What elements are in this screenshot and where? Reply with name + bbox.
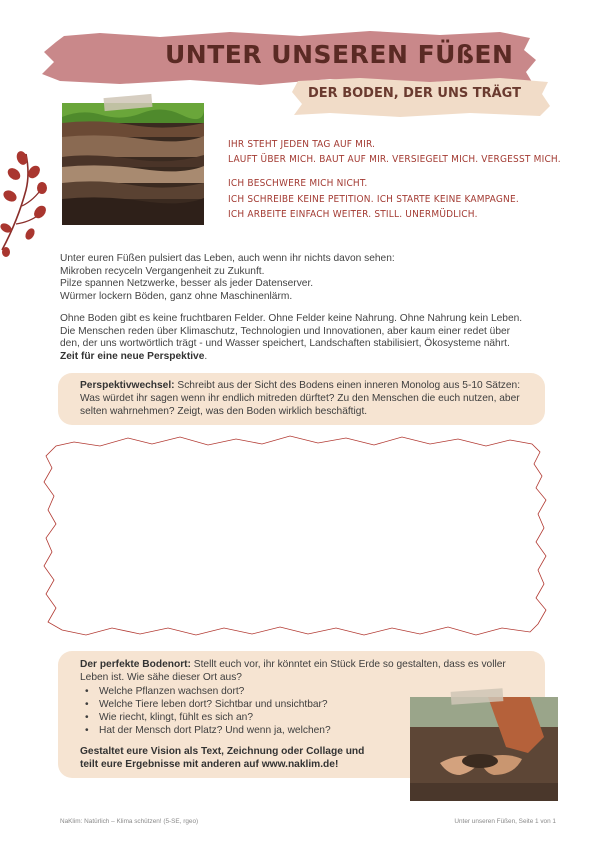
text-line: Würmer lockern Böden, ganz ohne Maschinenlärm. [60, 290, 293, 302]
list-item: • Welche Pflanzen wachsen dort? [80, 685, 527, 698]
task-text: Stellt euch vor, ihr könntet ein Stück Erde so gestalten, dass es voller Leben ist. Wie sähe dieser Ort aus? [80, 659, 506, 683]
emphasis-period: . [204, 350, 208, 362]
hands-with-soil-photo [410, 697, 558, 801]
footer-credit: NaKlim: Natürlich – Klima schützen! (5-SE, rgeo) [60, 818, 199, 825]
poem-line: LAUFT ÜBER MICH. BAUT AUF MIR. VERSIEGELT MICH. VERGESST MICH. [228, 154, 561, 166]
text-line: Ohne Boden gibt es keine fruchtbaren Felder. Ohne Felder keine Nahrung. Ohne Nahrung kein Leben. [60, 313, 523, 324]
list-item: • Welche Tiere leben dort? Sichtbar und unsichtbar? [80, 698, 527, 711]
text-line: Mikroben recyceln Vergangenheit zu Zukunft. [60, 265, 265, 277]
list-item: • Wie riecht, klingt, fühlt es sich an? [80, 711, 527, 724]
poem-line: IHR STEHT JEDEN TAG AUF MIR. [228, 139, 376, 150]
poem-line: ICH BESCHWERE MICH NICHT. [228, 178, 368, 190]
page-subtitle: DER BODEN, DER UNS TRÄGT [308, 86, 521, 101]
task-text: Schreibt aus der Sicht des Bodens einen inneren Monolog aus 5-10 Sätzen: Was würdet ihr sagen wenn ihr endlich mitreden dürftet? Zu den Menschen die euch nutzen, aber selten wahrnehmen? Zeigt, was den Boden wirklich beschäftigt. [80, 380, 521, 417]
text-line: den, der uns wortwörtlich trägt - und Wasser speichert, Landschaften stabilisiert, Ökosysteme nährt. [60, 338, 510, 350]
closing-instruction: Gestaltet eure Vision als Text, Zeichnung oder Collage und teilt eure Ergebnisse mit anderen auf www.naklim.de! [80, 746, 365, 770]
list-item: • Hat der Mensch dort Platz? Und wenn ja, welchen? [80, 724, 527, 737]
emphasis-line [60, 351, 560, 364]
task-label: Der perfekte Bodenort: [80, 659, 191, 670]
soil-layers-photo [62, 103, 204, 225]
text-line: Die Menschen reden über Klimaschutz, Technologien und Innovationen, aber kaum einer redet über [60, 325, 511, 337]
footer-page-info: Unter unseren Füßen, Seite 1 von 1 [454, 818, 556, 825]
writing-area[interactable] [40, 432, 560, 638]
emphasis-text: Zeit für eine neue Perspektive [60, 350, 205, 362]
context-paragraph [60, 313, 560, 363]
poem-block [228, 137, 578, 222]
text-line: Pilze spannen Netzwerke, besser als jeder Datenserver. [60, 278, 314, 290]
intro-paragraph [60, 253, 560, 303]
text-line: Unter euren Füßen pulsiert das Leben, auch wenn ihr nichts davon sehen: [60, 253, 395, 264]
page-title: UNTER UNSEREN FÜßEN [165, 40, 514, 69]
poem-line: ICH SCHREIBE KEINE PETITION. ICH STARTE KEINE KAMPAGNE. [228, 193, 519, 205]
poem-line: ICH ARBEITE EINFACH WEITER. STILL. UNERMÜDLICH. [228, 208, 478, 220]
branch-leaves-icon [0, 150, 48, 262]
task-label: Perspektivwechsel: [80, 380, 175, 391]
task-perspective-box [58, 373, 545, 425]
